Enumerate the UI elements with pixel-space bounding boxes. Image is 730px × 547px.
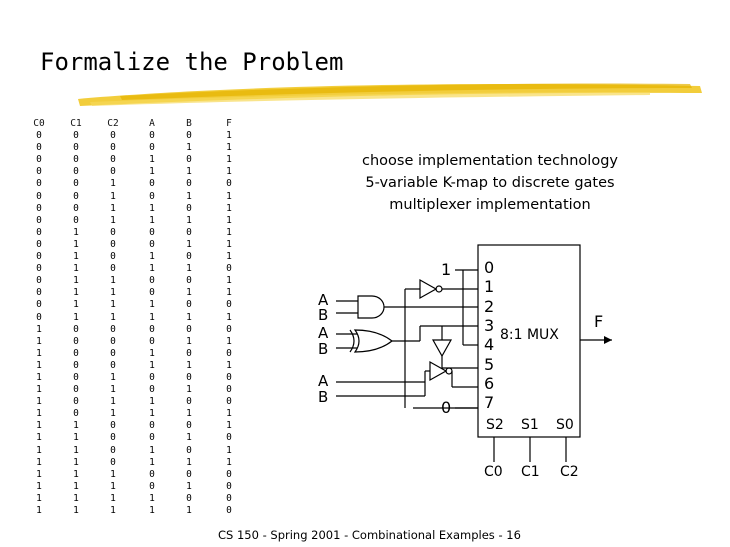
truth-table-cell: 1 [73, 444, 79, 456]
truth-table-cell: 1 [73, 505, 79, 516]
truth-table-cell: 1 [110, 190, 116, 202]
truth-table-cell: 0 [149, 468, 155, 480]
truth-table-cell: 1 [186, 408, 192, 420]
truth-table-cell: 0 [73, 347, 79, 359]
truth-table-cell: 0 [73, 214, 79, 226]
truth-table-cell: 1 [36, 323, 42, 335]
truth-table-header: A [149, 118, 155, 129]
xor-gate-icon [355, 330, 392, 352]
truth-table-cell: 0 [36, 226, 42, 238]
truth-table-cell: 0 [186, 178, 192, 190]
select-c0-label: C0 [484, 464, 503, 480]
truth-table-cell: 1 [149, 166, 155, 178]
truth-table-cell: 1 [226, 202, 232, 214]
truth-table-cell: 0 [149, 275, 155, 287]
truth-table-cell: 0 [110, 142, 116, 154]
truth-table-cell: 0 [110, 226, 116, 238]
truth-table-cell: 1 [186, 287, 192, 299]
truth-table-cell: 1 [36, 444, 42, 456]
truth-table-cell: 1 [226, 214, 232, 226]
truth-table-cell: 1 [149, 214, 155, 226]
truth-table-cell: 0 [226, 178, 232, 190]
truth-table-cell: 1 [226, 154, 232, 166]
truth-table-cell: 0 [186, 347, 192, 359]
truth-table-cell: 0 [149, 384, 155, 396]
truth-table-cell: 0 [110, 323, 116, 335]
select-c1-label: C1 [521, 464, 540, 480]
truth-table-cell: 1 [73, 263, 79, 275]
xor-back-curve [350, 330, 354, 352]
truth-table-cell: 1 [226, 287, 232, 299]
constant-one-label: 1 [441, 260, 452, 279]
truth-table-cell: 0 [186, 299, 192, 311]
truth-table-cell: 1 [36, 396, 42, 408]
truth-table-cell: 1 [110, 384, 116, 396]
truth-table-cell: 0 [73, 384, 79, 396]
truth-table-cell: 0 [36, 287, 42, 299]
mux-output-label: F [594, 312, 604, 331]
truth-table-cell: 1 [186, 432, 192, 444]
truth-table-cell: 1 [149, 347, 155, 359]
truth-table-cell: 1 [186, 505, 192, 516]
truth-table-cell: 1 [186, 263, 192, 275]
xor-input-b-label: B [318, 340, 329, 358]
truth-table-header: B [186, 118, 192, 129]
mux-input-4-label: 4 [484, 335, 495, 355]
truth-table-cell: 0 [186, 251, 192, 263]
select-s0-label: S0 [556, 417, 574, 433]
truth-table-cell: 0 [149, 432, 155, 444]
truth-table-cell: 1 [186, 311, 192, 323]
truth-table-cell: 0 [73, 190, 79, 202]
truth-table-cell: 0 [36, 251, 42, 263]
xor-input-a-label: A [318, 324, 329, 342]
buffer-down-icon [433, 340, 451, 356]
truth-table-cell: 1 [149, 263, 155, 275]
truth-table-cell: 1 [149, 444, 155, 456]
truth-table-cell: 1 [36, 420, 42, 432]
truth-table-cell: 0 [110, 154, 116, 166]
mux-input-7-label: 7 [484, 393, 495, 413]
truth-table-cell: 1 [226, 420, 232, 432]
truth-table-cell: 0 [226, 468, 232, 480]
truth-table-cell: 1 [110, 214, 116, 226]
truth-table-cell: 0 [226, 505, 232, 516]
truth-table-cell: 0 [149, 287, 155, 299]
page-title: Formalize the Problem [40, 48, 344, 76]
inverter-2-icon [430, 362, 446, 380]
truth-table-cell: 1 [36, 492, 42, 504]
truth-table-cell: 0 [149, 190, 155, 202]
truth-table-cell: 0 [110, 335, 116, 347]
truth-table-cell: 1 [226, 130, 232, 142]
truth-table-cell: 1 [226, 456, 232, 468]
truth-table-cell: 0 [73, 359, 79, 371]
truth-table-cell: 0 [36, 263, 42, 275]
truth-table-cell: 1 [73, 299, 79, 311]
truth-table-cell: 0 [226, 323, 232, 335]
mux-name: 8:1 MUX [500, 327, 559, 343]
truth-table-cell: 1 [149, 396, 155, 408]
truth-table-cell: 0 [110, 263, 116, 275]
truth-table-cell: 1 [110, 299, 116, 311]
truth-table-cell: 0 [110, 359, 116, 371]
truth-table-cell: 0 [186, 444, 192, 456]
truth-table-cell: 0 [186, 154, 192, 166]
truth-table-cell: 0 [110, 238, 116, 250]
truth-table-cell: 0 [149, 335, 155, 347]
truth-table-cell: 0 [226, 396, 232, 408]
truth-table-cell: 0 [226, 371, 232, 383]
and-input-b-label: B [318, 306, 329, 324]
truth-table-cell: 1 [226, 226, 232, 238]
truth-table-cell: 1 [186, 335, 192, 347]
truth-table-cell: 0 [110, 444, 116, 456]
truth-table-header: C1 [70, 118, 82, 129]
and-gate-icon [358, 296, 384, 318]
truth-table-cell: 0 [73, 396, 79, 408]
truth-table-cell: 1 [226, 190, 232, 202]
truth-table-cell: 0 [186, 371, 192, 383]
truth-table-cell: 0 [226, 299, 232, 311]
truth-table-cell: 1 [149, 456, 155, 468]
truth-table-cell: 1 [226, 444, 232, 456]
mux-input-3-label: 3 [484, 315, 495, 335]
truth-table-cell: 1 [226, 335, 232, 347]
truth-table-cell: 0 [73, 178, 79, 190]
truth-table-cell: 1 [226, 142, 232, 154]
truth-table-cell: 1 [186, 142, 192, 154]
truth-table-cell: 0 [186, 275, 192, 287]
truth-table-cell: 0 [149, 142, 155, 154]
truth-table-cell: 1 [226, 238, 232, 250]
truth-table-cell: 0 [73, 130, 79, 142]
truth-table-cell: 0 [226, 263, 232, 275]
truth-table-cell: 0 [110, 347, 116, 359]
truth-table-cell: 0 [36, 275, 42, 287]
truth-table-cell: 1 [110, 287, 116, 299]
truth-table-cell: 0 [226, 347, 232, 359]
truth-table-cell: 1 [226, 275, 232, 287]
truth-table-cell: 0 [186, 396, 192, 408]
truth-table-cell: 1 [73, 432, 79, 444]
truth-table-cell: 0 [149, 238, 155, 250]
truth-table-cell: 0 [149, 371, 155, 383]
truth-table-cell: 1 [73, 468, 79, 480]
truth-table-cell: 0 [73, 371, 79, 383]
truth-table-cell: 0 [226, 480, 232, 492]
truth-table-header: C0 [33, 118, 45, 129]
truth-table-cell: 1 [73, 456, 79, 468]
slide-footer: CS 150 - Spring 2001 - Combinational Examples - 16 [218, 528, 521, 542]
truth-table-cell: 0 [36, 311, 42, 323]
truth-table-cell: 1 [149, 299, 155, 311]
constant-zero-label: 0 [441, 398, 452, 417]
truth-table-cell: 1 [73, 420, 79, 432]
description-line-1: choose implementation technology [361, 153, 618, 169]
truth-table-cell: 1 [73, 480, 79, 492]
truth-table-cell: 1 [186, 456, 192, 468]
truth-table-cell: 0 [149, 130, 155, 142]
truth-table-cell: 1 [36, 359, 42, 371]
truth-table-cell: 1 [149, 505, 155, 516]
truth-table-cell: 1 [149, 202, 155, 214]
mux-input-6-label: 6 [484, 373, 495, 393]
truth-table-cell: 1 [110, 396, 116, 408]
truth-table-cell: 1 [73, 287, 79, 299]
truth-table-cell: 0 [110, 432, 116, 444]
truth-table-cell: 0 [186, 226, 192, 238]
truth-table-cell: 0 [73, 408, 79, 420]
output-arrow-icon [604, 336, 612, 344]
truth-table-cell: 1 [186, 480, 192, 492]
truth-table-cell: 1 [110, 408, 116, 420]
mux-input-5-label: 5 [484, 354, 495, 374]
truth-table-cell: 1 [149, 408, 155, 420]
truth-table-cell: 1 [36, 408, 42, 420]
description-line-3: multiplexer implementation [389, 197, 591, 213]
truth-table-cell: 0 [149, 480, 155, 492]
truth-table-cell: 1 [149, 154, 155, 166]
truth-table-cell: 0 [149, 226, 155, 238]
truth-table-cell: 1 [110, 480, 116, 492]
truth-table-cell: 0 [186, 323, 192, 335]
buf-input-b-label: B [318, 388, 329, 406]
truth-table-cell: 0 [73, 142, 79, 154]
truth-table-cell: 1 [110, 178, 116, 190]
description-line-2: 5-variable K-map to discrete gates [365, 175, 615, 191]
truth-table-cell: 0 [73, 335, 79, 347]
truth-table-cell: 1 [186, 190, 192, 202]
truth-table-cell: 1 [186, 166, 192, 178]
truth-table-cell: 0 [36, 130, 42, 142]
truth-table-cell: 0 [226, 384, 232, 396]
truth-table-cell: 0 [36, 202, 42, 214]
truth-table-cell: 0 [186, 492, 192, 504]
truth-table-cell: 1 [36, 468, 42, 480]
truth-table-cell: 0 [36, 166, 42, 178]
truth-table-cell: 0 [73, 323, 79, 335]
truth-table-cell: 1 [226, 408, 232, 420]
truth-table-cell: 0 [186, 420, 192, 432]
truth-table-cell: 1 [73, 226, 79, 238]
select-s2-label: S2 [486, 417, 504, 433]
truth-table-cell: 0 [226, 492, 232, 504]
truth-table-cell: 1 [149, 311, 155, 323]
truth-table-cell: 1 [36, 371, 42, 383]
truth-table-cell: 1 [149, 251, 155, 263]
truth-table-cell: 0 [36, 299, 42, 311]
truth-table-cell: 0 [36, 214, 42, 226]
truth-table-cell: 1 [149, 492, 155, 504]
truth-table-cell: 1 [149, 359, 155, 371]
truth-table-cell: 1 [186, 214, 192, 226]
truth-table-cell: 1 [73, 251, 79, 263]
truth-table-cell: 0 [36, 238, 42, 250]
truth-table-cell: 1 [73, 311, 79, 323]
truth-table-cell: 1 [110, 371, 116, 383]
mux-input-0-label: 0 [484, 258, 495, 277]
truth-table-cell: 1 [110, 202, 116, 214]
truth-table-cell: 1 [36, 335, 42, 347]
truth-table-cell: 0 [110, 130, 116, 142]
truth-table-cell: 1 [73, 275, 79, 287]
mux-input-2-label: 2 [484, 296, 495, 316]
truth-table-cell: 1 [110, 311, 116, 323]
truth-table-cell: 0 [36, 142, 42, 154]
mux-input-1-label: 1 [484, 277, 495, 297]
truth-table-cell: 0 [110, 456, 116, 468]
truth-table-cell: 0 [73, 202, 79, 214]
truth-table-cell: 1 [36, 384, 42, 396]
truth-table-cell: 1 [226, 251, 232, 263]
truth-table-cell: 1 [226, 166, 232, 178]
truth-table-cell: 0 [36, 178, 42, 190]
truth-table-cell: 0 [149, 178, 155, 190]
truth-table-cell: 0 [186, 468, 192, 480]
truth-table-cell: 1 [186, 238, 192, 250]
truth-table-cell: 1 [110, 492, 116, 504]
truth-table-cell: 1 [226, 311, 232, 323]
truth-table-cell: 1 [186, 359, 192, 371]
truth-table-cell: 1 [186, 384, 192, 396]
truth-table-header: F [226, 118, 232, 129]
truth-table-header: C2 [107, 118, 119, 129]
truth-table-cell: 1 [110, 275, 116, 287]
truth-table-cell: 1 [36, 432, 42, 444]
truth-table-cell: 0 [110, 166, 116, 178]
select-s1-label: S1 [521, 417, 539, 433]
truth-table-cell: 0 [73, 154, 79, 166]
truth-table-cell: 1 [36, 480, 42, 492]
truth-table-cell: 0 [36, 190, 42, 202]
truth-table-cell: 1 [36, 505, 42, 516]
buf-input-a-label: A [318, 372, 329, 390]
truth-table-cell: 0 [110, 420, 116, 432]
truth-table-cell: 0 [226, 432, 232, 444]
truth-table-cell: 0 [186, 202, 192, 214]
truth-table-cell: 1 [110, 505, 116, 516]
truth-table-cell: 1 [36, 456, 42, 468]
truth-table-cell: 0 [73, 166, 79, 178]
select-c2-label: C2 [560, 464, 579, 480]
truth-table-cell: 0 [186, 130, 192, 142]
truth-table-cell: 1 [110, 468, 116, 480]
truth-table-cell: 0 [36, 154, 42, 166]
inverter-buffer-icon [420, 280, 436, 298]
truth-table-cell: 1 [73, 238, 79, 250]
truth-table-cell: 0 [149, 323, 155, 335]
truth-table-cell: 1 [226, 359, 232, 371]
truth-table-cell: 0 [110, 251, 116, 263]
truth-table-cell: 1 [73, 492, 79, 504]
truth-table-cell: 0 [149, 420, 155, 432]
truth-table-cell: 1 [36, 347, 42, 359]
and-input-a-label: A [318, 291, 329, 309]
